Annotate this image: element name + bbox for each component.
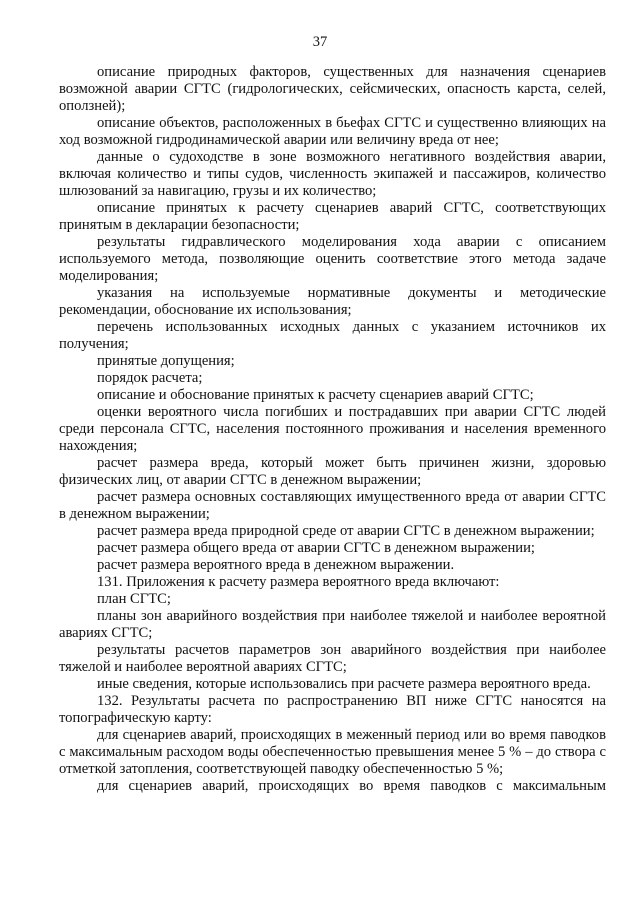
section-heading-131: 131. Приложения к расчету размера вероятного вреда включают: xyxy=(97,574,500,590)
paragraph: расчет размера вреда природной среде от аварии СГТС в денежном выражении; xyxy=(97,523,595,539)
paragraph: расчет размера вреда, который может быть причинен жизни, здоровью физических лиц, от аварии СГТС в денежном выражении; xyxy=(59,455,606,488)
section-heading-132: 132. Результаты расчета по распространению ВП ниже СГТС наносятся на топографическую карту: xyxy=(59,693,606,726)
paragraph: описание принятых к расчету сценариев аварий СГТС, соответствующих принятым в декларации безопасности; xyxy=(59,200,606,233)
paragraph: порядок расчета; xyxy=(97,370,203,386)
paragraph: результаты гидравлического моделирования хода аварии с описанием используемого метода, позволяющие оценить соответствие этого метода задаче моделирования; xyxy=(59,234,606,284)
paragraph: план СГТС; xyxy=(97,591,171,607)
paragraph: иные сведения, которые использовались при расчете размера вероятного вреда. xyxy=(97,676,591,692)
paragraph: расчет размера вероятного вреда в денежном выражении. xyxy=(97,557,455,573)
paragraph: планы зон аварийного воздействия при наиболее тяжелой и наиболее вероятной авариях СГТС; xyxy=(59,608,606,641)
paragraph: описание природных факторов, существенных для назначения сценариев возможной аварии СГТС (гидрологических, сейсмических, опасность карста, селей, оползней); xyxy=(59,64,606,114)
paragraph: для сценариев аварий, происходящих в меженный период или во время паводков с максимальным расходом воды обеспеченностью превышения менее 5 % – до створа с отметкой затопления, соответствующей паводку обеспеченностью 5 %; xyxy=(59,727,606,777)
page-number: 37 xyxy=(312,34,328,50)
paragraph: описание объектов, расположенных в бьефах СГТС и существенно влияющих на ход возможной гидродинамической аварии или величину вреда от нее; xyxy=(59,115,606,148)
paragraph: результаты расчетов параметров зон аварийного воздействия при наиболее тяжелой и наиболее вероятной авариях СГТС; xyxy=(59,642,606,675)
paragraph: расчет размера общего вреда от аварии СГТС в денежном выражении; xyxy=(97,540,535,556)
paragraph: описание и обоснование принятых к расчету сценариев аварий СГТС; xyxy=(97,387,534,403)
page-body xyxy=(59,64,606,795)
paragraph: данные о судоходстве в зоне возможного негативного воздействия аварии, включая количество и типы судов, численность экипажей и пассажиров, количество шлюзований за навигацию, грузы и их количество; xyxy=(59,149,606,199)
paragraph: расчет размера основных составляющих имущественного вреда от аварии СГТС в денежном выражении; xyxy=(59,489,606,522)
paragraph: указания на используемые нормативные документы и методические рекомендации, обоснование их использования; xyxy=(59,285,606,318)
paragraph: оценки вероятного числа погибших и пострадавших при аварии СГТС людей среди персонала СГТС, населения постоянного проживания и населения временного нахождения; xyxy=(59,404,606,454)
paragraph: перечень использованных исходных данных с указанием источников их получения; xyxy=(59,319,606,352)
paragraph: для сценариев аварий, происходящих во время паводков с максимальным xyxy=(97,778,606,794)
paragraph: принятые допущения; xyxy=(97,353,235,369)
